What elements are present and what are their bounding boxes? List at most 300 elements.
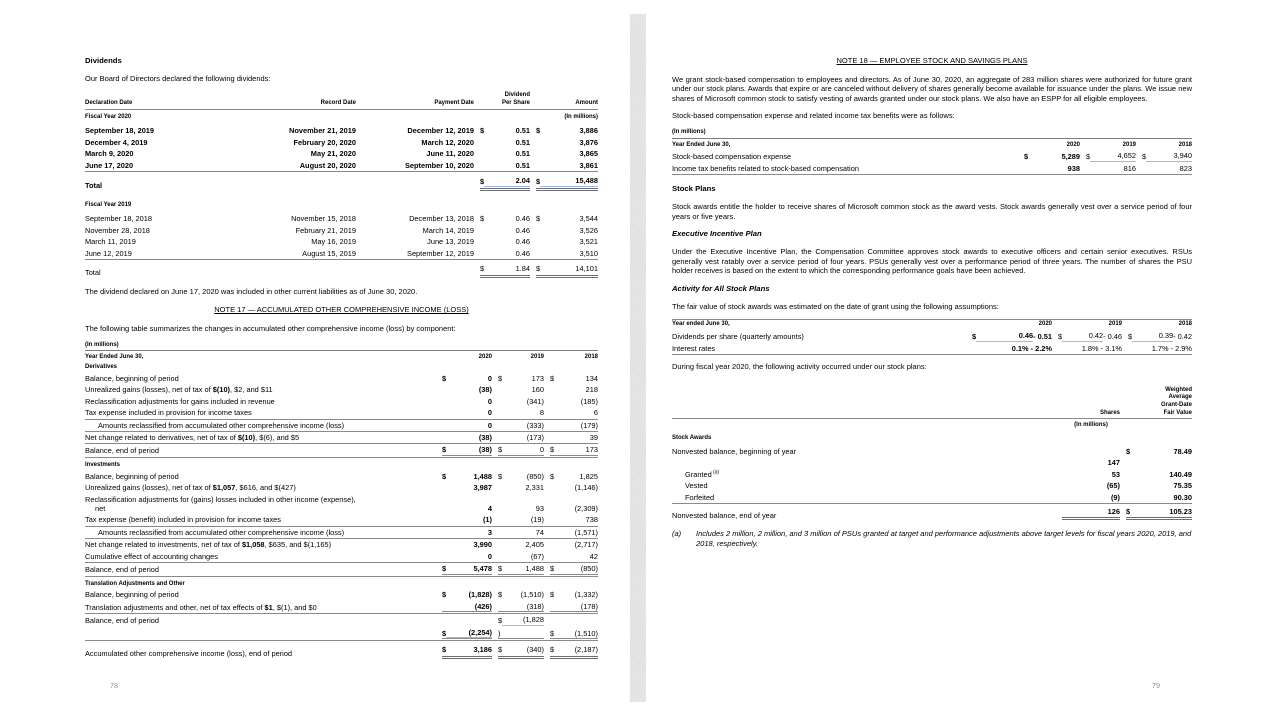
cell-value: (38) xyxy=(478,432,492,442)
table-cell xyxy=(498,540,544,549)
cell-value: 0.46 xyxy=(515,214,530,224)
table-row xyxy=(85,373,598,384)
cell-value: 1.7% - 2.9% xyxy=(1151,343,1192,353)
table-cell: $ 0.39 - 0.42 xyxy=(1128,331,1192,342)
cell-value: 2,405 xyxy=(525,540,544,550)
during-fiscal-year-para: During fiscal year 2020, the following activity occurred under our stock plans: xyxy=(672,362,927,371)
cell-value: (2,309) xyxy=(574,503,598,513)
cell-value: May 16, 2019 xyxy=(311,237,356,247)
stockcomp-header-row xyxy=(672,141,1192,151)
stock-plans-para: Stock awards entitle the holder to receive shares of Microsoft common stock as the award vests. Stock awards generally vest over a service period of four years or five years. xyxy=(672,202,1192,221)
currency-symbol: $ xyxy=(536,214,541,224)
table-row xyxy=(672,421,1192,431)
cell-value: 0.46 xyxy=(515,248,530,258)
row-label: Year ended June 30, xyxy=(672,321,730,328)
table-cell xyxy=(550,421,598,430)
currency-symbol: $ xyxy=(442,445,447,455)
row-label: Nonvested balance, end of year xyxy=(672,510,777,520)
table-row xyxy=(672,492,1192,504)
table-row xyxy=(85,482,598,493)
activity-intro: The fair value of stock awards was estimated on the date of grant using the following assumptions: xyxy=(672,301,999,311)
currency-symbol: $ xyxy=(498,645,503,655)
table-cell xyxy=(442,408,492,417)
table-cell xyxy=(1024,164,1080,173)
table-cell xyxy=(536,214,598,223)
table-cell xyxy=(536,264,598,277)
table-row xyxy=(672,469,1192,480)
activity-header-row xyxy=(672,386,1192,420)
table-row xyxy=(85,125,598,136)
table-row xyxy=(85,514,598,526)
table-cell xyxy=(498,374,544,383)
table-cell xyxy=(498,552,544,561)
table-cell xyxy=(362,161,474,170)
cell-value: (1,332) xyxy=(574,590,598,600)
cell-value: Payment Date xyxy=(434,100,474,107)
cell-value: 0 xyxy=(487,373,492,383)
cell-value: (38) xyxy=(478,385,492,395)
table-cell xyxy=(480,214,530,223)
table-cell: $ 0.42 - 0.46 xyxy=(1058,331,1122,342)
table-cell xyxy=(480,249,530,258)
cell-value: 0.51 xyxy=(515,137,530,147)
table-cell xyxy=(550,590,598,599)
currency-symbol: $ xyxy=(480,177,485,187)
stock-compensation-table xyxy=(672,141,1192,176)
row-label: Investments xyxy=(85,461,121,468)
cell-value: 15,488 xyxy=(575,176,598,186)
currency-symbol: $ xyxy=(550,590,555,600)
currency-symbol: $ xyxy=(550,471,555,481)
row-label: Net change related to derivatives, net of tax of $(10), $(6), and $5 xyxy=(85,432,300,442)
row-label: Tax expense included in provision for income taxes xyxy=(85,408,252,418)
cell-value: (850) xyxy=(526,471,544,481)
table-cell xyxy=(498,528,544,537)
table-cell xyxy=(480,176,530,190)
row-label: Balance, end of period xyxy=(85,616,159,626)
table-cell xyxy=(536,176,598,190)
investments-section-row xyxy=(85,461,598,471)
cell-value: 3,510 xyxy=(579,248,598,258)
row-label: Translation Adjustments and Other xyxy=(85,580,185,587)
cell-value: (67) xyxy=(530,551,544,561)
cell-value: (333) xyxy=(526,420,544,430)
currency-symbol: $ xyxy=(1058,332,1063,342)
cell-value: 78.49 xyxy=(1173,446,1192,456)
activity-heading: Activity for All Stock Plans xyxy=(672,283,770,293)
currency-symbol: $ xyxy=(480,126,485,136)
table-cell xyxy=(442,540,492,549)
cell-value: 75.35 xyxy=(1173,481,1192,491)
table-cell xyxy=(362,149,474,158)
row-label: Reclassification adjustments for (gains) losses included in other income (expense), net xyxy=(85,494,356,513)
cell-value: 823 xyxy=(1179,163,1192,173)
table-cell xyxy=(498,433,544,442)
cell-value: 1,488 xyxy=(525,564,544,574)
assumptions-table xyxy=(672,319,1192,355)
currency-symbol: $ xyxy=(1024,152,1029,162)
fy2020-section-row xyxy=(85,113,598,123)
table-cell xyxy=(442,385,492,394)
row-label: Net change related to investments, net of tax of $1,058, $635, and $(1,165) xyxy=(85,540,332,550)
row-label: Interest rates xyxy=(672,343,716,353)
currency-symbol: $ xyxy=(498,471,503,481)
cell-value: 816 xyxy=(1123,163,1136,173)
footnote-a xyxy=(672,529,1192,548)
cell-value: 3,526 xyxy=(579,225,598,235)
cell-value: 3,865 xyxy=(579,149,598,159)
currency-symbol: $ xyxy=(550,645,555,655)
cell-value: December 12, 2019 xyxy=(407,126,474,136)
cell-value: 90.30 xyxy=(1173,492,1192,502)
row-label: Dividends per share (quarterly amounts) xyxy=(672,332,804,342)
row-label: March 11, 2019 xyxy=(85,237,136,247)
table-cell xyxy=(498,421,544,430)
cell-value: (38) xyxy=(478,445,492,455)
row-label: Balance, end of period xyxy=(85,565,159,575)
page-number-79: 79 xyxy=(1152,681,1160,690)
cell-value: 0 xyxy=(487,551,492,561)
cell-value: (173) xyxy=(526,432,544,442)
cell-value: (850) xyxy=(580,564,598,574)
cell-value: 105.23 xyxy=(1169,506,1192,516)
cell-value: 8 xyxy=(539,408,544,418)
table-cell xyxy=(550,552,598,561)
cell-value: 3,990 xyxy=(473,540,492,550)
cell-value: (65) xyxy=(1106,481,1120,491)
cell-value: (318) xyxy=(526,601,544,611)
table-cell xyxy=(1126,447,1192,456)
row-label: Nonvested balance, beginning of year xyxy=(672,446,797,456)
table-cell xyxy=(972,344,1052,353)
currency-symbol: $ xyxy=(442,373,447,383)
table-cell xyxy=(1062,493,1120,502)
table-cell xyxy=(238,149,356,158)
cell-value: 3,544 xyxy=(579,214,598,224)
fy2020-total-row xyxy=(85,175,598,191)
cell-value: Amount xyxy=(575,100,598,107)
cell-value: 173 xyxy=(531,373,544,383)
table-cell xyxy=(480,126,530,135)
row-label: Cumulative effect of accounting changes xyxy=(85,551,218,561)
table-cell xyxy=(498,483,544,492)
cell-value: (1,828) xyxy=(468,590,492,600)
cell-value: 2020 xyxy=(1038,321,1052,328)
table-row xyxy=(85,396,598,407)
cell-value: (179) xyxy=(580,420,598,430)
table-cell xyxy=(536,126,598,135)
cell-value: 6 xyxy=(593,408,598,418)
cell-value: 1.84 xyxy=(515,264,530,274)
row-label: Declaration Date xyxy=(85,100,133,107)
row-label: September 18, 2018 xyxy=(85,214,152,224)
cell-value: November 21, 2019 xyxy=(289,126,356,136)
currency-symbol: $ xyxy=(498,616,503,626)
table-cell xyxy=(480,138,530,147)
cell-value: 2,331 xyxy=(525,483,544,493)
cell-value: 2019 xyxy=(1122,141,1136,148)
table-cell xyxy=(442,472,492,481)
table-cell xyxy=(1128,321,1192,329)
cell-value: 2019 xyxy=(1108,321,1122,328)
table-cell xyxy=(442,645,492,658)
aoci-total-row xyxy=(85,644,598,659)
currency-symbol: $ xyxy=(480,264,485,274)
table-cell: $ 0.46 - 0.51 xyxy=(972,331,1052,342)
cell-value: (1,510) xyxy=(520,590,544,600)
cell-value: 74 xyxy=(535,527,544,537)
table-cell xyxy=(362,100,474,108)
table-cell xyxy=(550,374,598,383)
cell-value: 3 xyxy=(487,527,492,537)
currency-symbol: $ xyxy=(1128,332,1133,342)
table-cell xyxy=(550,528,598,537)
table-row xyxy=(672,150,1192,162)
row-label: Year Ended June 30, xyxy=(85,354,144,361)
translation-section-row xyxy=(85,580,598,590)
cell-value: September 12, 2019 xyxy=(407,248,474,258)
table-cell xyxy=(536,249,598,258)
footnote-a-label: (a) xyxy=(672,529,682,539)
page-number-78: 78 xyxy=(110,681,118,690)
table-cell xyxy=(536,226,598,235)
table-cell xyxy=(1024,142,1080,150)
cell-value: (2,187) xyxy=(574,645,598,655)
table-cell xyxy=(238,100,356,108)
table-cell xyxy=(498,629,544,639)
cell-value: (19) xyxy=(530,515,544,525)
cell-value: 4 xyxy=(487,503,492,513)
cell-value: 738 xyxy=(585,515,598,525)
table-cell xyxy=(1058,321,1122,329)
executive-incentive-plan-para: Under the Executive Incentive Plan, the Compensation Committee approves stock awards to executive officers and certain senior executives. RSUs generally vest ratably over a service period of four years. PSUs generally vest over a performance period of three years. The number of shares the PSU holder receives is based on the extent to which the corresponding performance goals have been achieved. xyxy=(672,247,1192,276)
table-cell xyxy=(362,214,474,223)
table-cell xyxy=(442,602,492,612)
table-cell xyxy=(480,237,530,246)
row-label: Unrealized gains (losses), net of tax of $1,057, $616, and $(427) xyxy=(85,483,296,493)
page-78 xyxy=(85,56,598,662)
table-row xyxy=(85,213,598,224)
cell-value: 53 xyxy=(1111,469,1120,479)
cell-value: 93 xyxy=(535,503,544,513)
cell-value: 2018 xyxy=(1178,141,1192,148)
table-row xyxy=(672,330,1192,342)
table-cell xyxy=(442,445,492,455)
currency-symbol: $ xyxy=(536,264,541,274)
table-row xyxy=(85,614,598,626)
table-cell xyxy=(498,472,544,481)
table-cell xyxy=(550,515,598,524)
table-cell xyxy=(498,445,544,455)
table-row xyxy=(85,236,598,247)
cell-value: 147 xyxy=(1107,458,1120,468)
table-cell xyxy=(550,433,598,442)
table-cell xyxy=(550,483,598,492)
table-cell xyxy=(442,504,492,513)
table-row xyxy=(85,551,598,563)
table-cell xyxy=(362,138,474,147)
cell-value: March 12, 2020 xyxy=(421,137,474,147)
currency-symbol: $ xyxy=(536,177,541,187)
derivatives-section-row xyxy=(85,363,598,373)
currency-symbol: $ xyxy=(480,214,485,224)
cell-value: (185) xyxy=(580,396,598,406)
row-label: Fiscal Year 2020 xyxy=(85,113,132,120)
currency-symbol: $ xyxy=(498,564,503,574)
table-cell xyxy=(442,483,492,492)
table-cell xyxy=(480,149,530,158)
table-cell xyxy=(1062,507,1120,520)
cell-value: 3,987 xyxy=(473,483,492,493)
note18-heading: NOTE 18 — EMPLOYEE STOCK AND SAVINGS PLANS xyxy=(836,56,1028,65)
fy2019-total-row xyxy=(85,263,598,278)
table-cell xyxy=(498,354,544,362)
dividends-header-row xyxy=(85,91,598,109)
table-cell xyxy=(1142,151,1192,161)
currency-symbol: $ xyxy=(550,445,555,455)
table-cell xyxy=(362,249,474,258)
cell-value: 4,652 xyxy=(1117,151,1136,161)
cell-value: August 20, 2020 xyxy=(299,160,356,170)
aoci-in-millions-label: (In millions) xyxy=(85,342,598,352)
cell-value: 0.46 xyxy=(515,225,530,235)
table-cell xyxy=(238,138,356,147)
table-cell xyxy=(536,149,598,158)
cell-value: 0.46 xyxy=(1018,331,1034,341)
footnote-a-text: Includes 2 million, 2 million, and 3 million of PSUs granted at target and performance adjustments above target levels for fiscal years 2020, 2019, and 2018, respectively. xyxy=(696,529,1192,549)
table-row xyxy=(672,457,1192,468)
cell-value: November 15, 2018 xyxy=(291,214,356,224)
cell-value: 0.46 xyxy=(515,237,530,247)
table-cell xyxy=(536,237,598,246)
table-cell xyxy=(1126,507,1192,520)
page-gutter-divider xyxy=(630,14,646,702)
row-label: Balance, beginning of period xyxy=(85,373,179,383)
currency-symbol: $ xyxy=(442,564,447,574)
currency-symbol: $ xyxy=(498,373,503,383)
table-cell xyxy=(1126,470,1192,479)
dividends-table xyxy=(85,91,598,278)
table-cell xyxy=(238,214,356,223)
table-cell xyxy=(442,433,492,442)
table-cell xyxy=(442,354,492,362)
cell-value: 2.04 xyxy=(515,176,530,186)
table-cell xyxy=(550,472,598,481)
cell-value: September 10, 2020 xyxy=(404,160,474,170)
table-cell xyxy=(536,161,598,170)
table-cell xyxy=(550,504,598,513)
table-row xyxy=(85,248,598,260)
cell-value: 3,876 xyxy=(579,137,598,147)
cell-value: 2019 xyxy=(530,354,544,361)
row-label: Total xyxy=(85,268,101,278)
table-row xyxy=(85,420,598,432)
cell-value: 3,186 xyxy=(473,645,492,655)
cell-value: March 14, 2019 xyxy=(422,225,474,235)
cell-value: (2,717) xyxy=(574,540,598,550)
cell-value: February 20, 2020 xyxy=(293,137,356,147)
table-row xyxy=(672,163,1192,175)
table-cell xyxy=(1058,344,1122,353)
cell-value: Record Date xyxy=(320,100,356,107)
table-cell xyxy=(550,385,598,394)
table-cell xyxy=(442,528,492,537)
table-cell xyxy=(550,445,598,455)
table-cell xyxy=(550,540,598,549)
row-label: Year Ended June 30, xyxy=(672,141,731,148)
cell-value: 160 xyxy=(531,385,544,395)
cell-value: 39 xyxy=(589,432,598,442)
row-label: Granted $^{(a)}$ xyxy=(685,469,720,479)
table-row xyxy=(85,601,598,614)
cell-value: 5,478 xyxy=(473,564,492,574)
cell-value: (1) xyxy=(482,515,492,525)
table-cell xyxy=(550,397,598,406)
cell-value: 173 xyxy=(585,445,598,455)
cell-value: 0 xyxy=(539,445,544,455)
cell-value: ) xyxy=(498,628,501,638)
currency-symbol: $ xyxy=(550,628,555,638)
row-label: Fiscal Year 2019 xyxy=(85,201,132,208)
table-cell xyxy=(550,354,598,362)
table-cell xyxy=(498,615,544,625)
cell-value: (1,510) xyxy=(574,628,598,638)
table-row xyxy=(85,444,598,457)
row-label: June 17, 2020 xyxy=(85,160,134,170)
cell-value: 0 xyxy=(487,396,492,406)
cell-value: August 15, 2019 xyxy=(302,248,356,258)
row-label: Stock Awards xyxy=(672,434,712,441)
table-row xyxy=(672,446,1192,457)
row-label: November 28, 2018 xyxy=(85,225,150,235)
table-cell xyxy=(536,114,598,122)
table-row xyxy=(85,494,598,515)
table-row xyxy=(672,480,1192,491)
currency-symbol: $ xyxy=(550,373,555,383)
table-cell xyxy=(498,385,544,394)
table-row xyxy=(85,527,598,539)
cell-value: 3,886 xyxy=(579,126,598,136)
row-label: Forfeited xyxy=(685,492,715,502)
cell-value: 1,825 xyxy=(579,471,598,481)
table-cell xyxy=(498,397,544,406)
table-row xyxy=(85,137,598,148)
table-cell xyxy=(550,629,598,639)
table-cell xyxy=(1126,481,1192,490)
sbc-in-millions-label: (In millions) xyxy=(672,129,1192,139)
table-cell xyxy=(536,138,598,147)
table-cell xyxy=(442,421,492,430)
table-cell xyxy=(1128,344,1192,353)
table-cell xyxy=(1142,164,1192,173)
table-cell xyxy=(1126,493,1192,502)
table-cell xyxy=(442,590,492,599)
cell-value: (426) xyxy=(474,601,492,611)
currency-symbol: $ xyxy=(498,590,503,600)
table-cell xyxy=(442,564,492,574)
table-cell xyxy=(1062,422,1120,430)
row-label: Amounts reclassified from accumulated other comprehensive income (loss) xyxy=(98,527,345,537)
table-row xyxy=(85,384,598,395)
cell-value: 0.51 xyxy=(515,149,530,159)
dividend-note: The dividend declared on June 17, 2020 was included in other current liabilities as of June 30, 2020. xyxy=(85,286,418,296)
table-cell xyxy=(362,126,474,135)
table-cell xyxy=(238,126,356,135)
cell-value: 938 xyxy=(1067,163,1080,173)
table-cell xyxy=(550,645,598,658)
row-label: Total xyxy=(85,181,103,191)
cell-value: 2018 xyxy=(584,354,598,361)
